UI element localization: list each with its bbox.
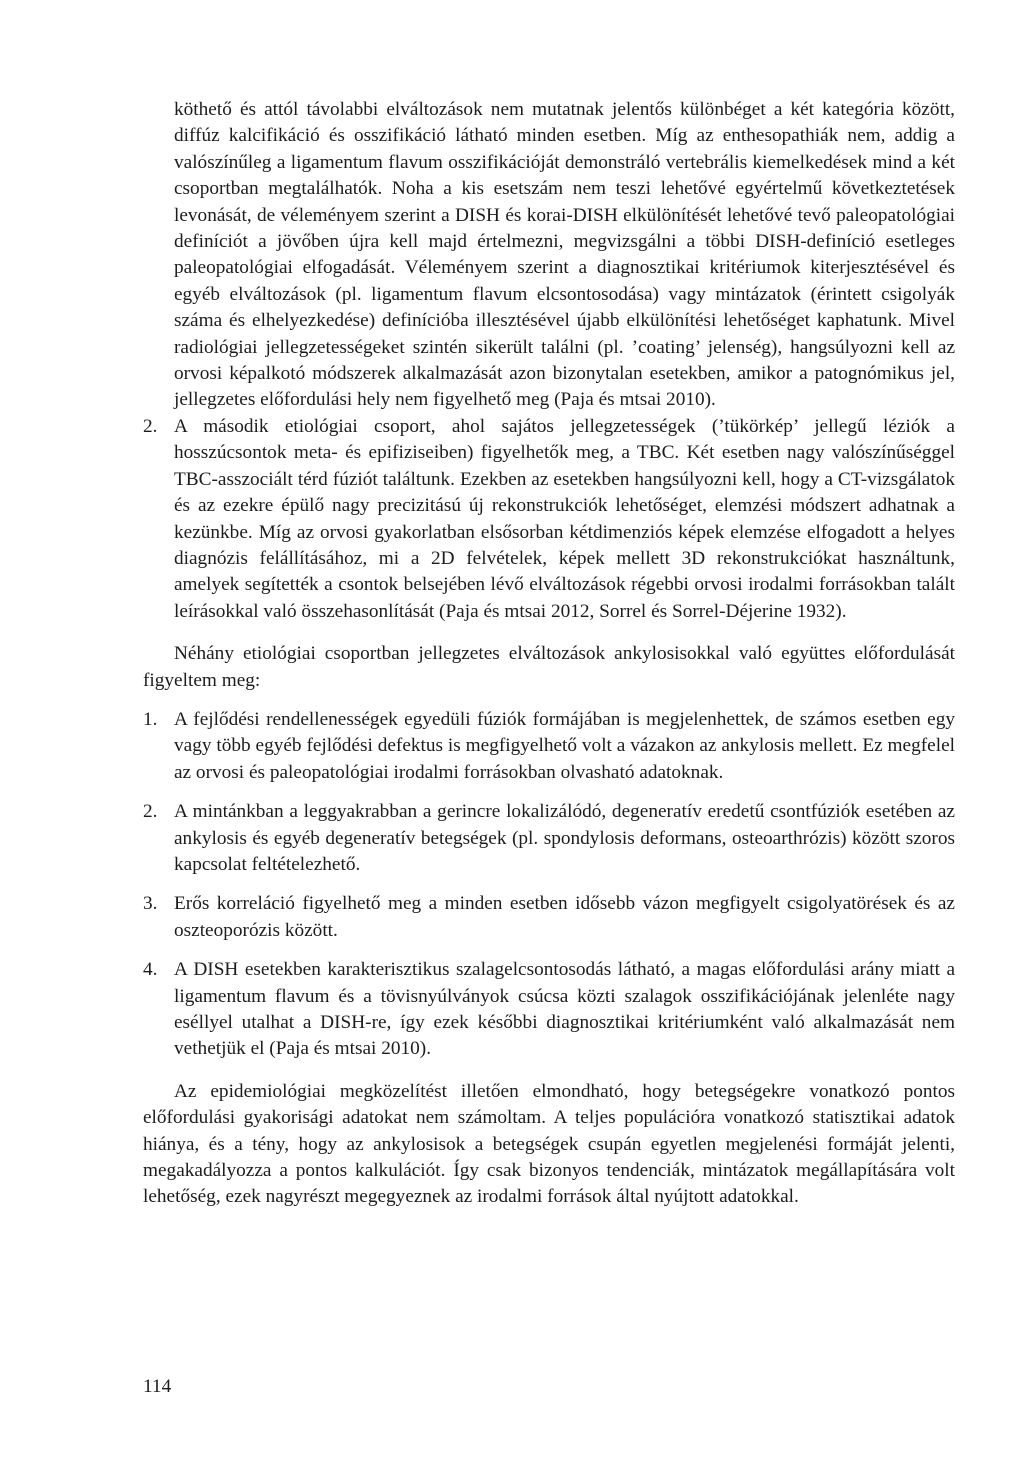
list-item-2 <box>143 799 955 878</box>
page-number: 114 <box>143 1376 172 1397</box>
paragraph-text: köthető és attól távolabbi elváltozások nem mutatnak jelentős különbéget a két kategória között, diffúz kalcifikáció és osszifikáció látható minden esetben. Míg az enthesopathiák nem, addig a valószínűleg a ligamentum flavum osszifikációját demonstráló vertebrális kiemelkedések mind a két csoportban megtalálhatók. Noha a kis esetszám nem teszi lehetővé egyértelmű következtetések levonását, de véleményem szerint a DISH és korai-DISH elkülönítését lehetővé tevő paleopatológiai definíciót a jövőben újra kell majd értelmezni, megvizsgálni a többi DISH-definíció esetleges paleopatológiai elfogadását. Véleményem szerint a diagnosztikai kritériumok kiterjesztésével és egyéb elváltozások (pl. ligamentum flavum elcsontosodása) vagy mintázatok (érintett csigolyák száma és elhelyezkedése) definícióba illesztésével újabb elkülönítési lehetőséget kaphatunk. Mivel radiológiai jellegzetességeket szintén sikerült találni (pl. ’coating’ jelenség), hangsúlyozni kell az orvosi képalkotó módszerek alkalmazását azon bizonytalan esetekben, amikor a patognómikus jel, jellegzetes előfordulási hely nem figyelhető meg (Paja és mtsai 2010). <box>174 99 955 411</box>
paragraph-text: A fejlődési rendellenességek egyedüli fúziók formájában is megjelenhettek, de számos esetben egy vagy több egyéb fejlődési defektus is megfigyelhető volt a vázakon az ankylosis mellett. Ez megfelel az orvosi és paleopatológiai irodalmi forrásokban olvasható adatoknak. <box>174 708 955 783</box>
paragraph-text: Az epidemiológiai megközelítést illetően elmondható, hogy betegségekre vonatkozó pontos előfordulási gyakorisági adatokat nem számoltam. A teljes populációra vonatkozó statisztikai adatok hiánya, és a tény, hogy az ankylosisok a betegségek csupán egyetlen megjelenési formáját jelenti, megakadályozza a pontos kalkulációt. Így csak bizonyos tendenciák, mintázatok megállapítására volt lehetőség, ezek nagyrészt megegyeznek az irodalmi források által nyújtott adatokkal. <box>143 1080 955 1208</box>
list-item-1-continued <box>143 97 955 414</box>
list-item-1 <box>143 707 955 786</box>
list-number: 2. <box>143 801 158 823</box>
list-item-4 <box>143 957 955 1063</box>
closing-paragraph <box>143 1079 955 1211</box>
page-body <box>143 97 955 1211</box>
paragraph-text: A DISH esetekben karakterisztikus szalagelcsontosodás látható, a magas előfordulási arány miatt a ligamentum flavum és a tövisnyúlványok csúcsa közti szalagok osszifikációjának jelenléte nagy eséllyel utalhat a DISH-re, így ezek későbbi diagnosztikai kritériumként való alkalmazását nem vethetjük el (Paja és mtsai 2010). <box>174 959 955 1060</box>
list-item-2 <box>143 414 955 625</box>
intro-paragraph <box>143 641 955 694</box>
paragraph-text: A mintánkban a leggyakrabban a gerincre lokalizálódó, degeneratív eredetű csontfúziók esetében az ankylosis és egyéb degeneratív betegségek (pl. spondylosis deformans, osteoarthrózis) között szoros kapcsolat feltételezhető. <box>174 801 955 875</box>
list-number: 2. <box>143 415 158 437</box>
paragraph-text: Erős korreláció figyelhető meg a minden esetben idősebb vázon megfigyelt csigolyatörések és az oszteoporózis között. <box>174 893 955 941</box>
list-item-3 <box>143 891 955 944</box>
paragraph-text: Néhány etiológiai csoportban jellegzetes elváltozások ankylosisokkal való együttes előfordulását figyeltem meg: <box>143 643 955 691</box>
list-number: 1. <box>143 708 158 730</box>
paragraph-text: A második etiológiai csoport, ahol sajátos jellegzetességek (’tükörkép’ jellegű léziók a hosszúcsontok meta- és epifiziseiben) figyelhetők meg, a TBC. Két esetben nagy valószínűséggel TBC-asszociált térd fúziót találtunk. Ezekben az esetekben hangsúlyozni kell, hogy a CT-vizsgálatok és az ezekre épülő nagy precizitású új rekonstrukciók lehetőséget, elemzési módszert adhatnak a kezünkbe. Míg az orvosi gyakorlatban elsősorban kétdimenziós képek elemzése elfogadott a helyes diagnózis felállításához, mi a 2D felvételek, képek mellett 3D rekonstrukciókat használtunk, amelyek segítették a csontok belsejében lévő elváltozások régebbi orvosi irodalmi forrásokban talált leírásokkal való összehasonlítását (Paja és mtsai 2012, Sorrel és Sorrel-Déjerine 1932). <box>174 415 955 622</box>
list-number: 3. <box>143 893 158 915</box>
list-number: 4. <box>143 959 158 981</box>
